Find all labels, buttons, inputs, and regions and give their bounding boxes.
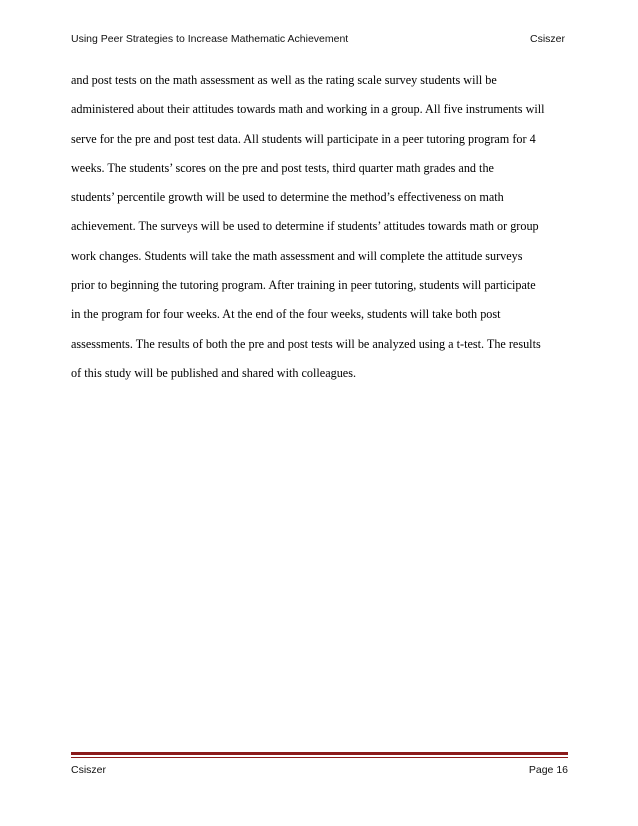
body-line: serve for the pre and post test data. All students will participate in a peer tutoring program for 4	[71, 131, 536, 146]
body-text	[71, 70, 565, 392]
page-header	[71, 33, 565, 49]
body-line: students’ percentile growth will be used to determine the method’s effectiveness on math	[71, 190, 504, 205]
footer-rule-thin	[71, 757, 568, 758]
body-line: and post tests on the math assessment as well as the rating scale survey students will be	[71, 73, 497, 87]
body-line: weeks. The students’ scores on the pre and post tests, third quarter math grades and the	[71, 160, 494, 175]
header-author: Csiszer	[529, 33, 565, 45]
footer-author: Csiszer	[71, 764, 107, 776]
body-line: assessments. The results of both the pre and post tests will be analyzed using a t-test. The results	[71, 336, 541, 351]
body-line: prior to beginning the tutoring program. After training in peer tutoring, students will participate	[71, 278, 536, 293]
body-line: work changes. Students will take the math assessment and will complete the attitude surveys	[71, 248, 523, 263]
header-title: Using Peer Strategies to Increase Mathematic Achievement	[71, 33, 349, 45]
page-footer	[71, 764, 568, 780]
body-line: of this study will be published and shared with colleagues.	[71, 365, 357, 380]
page-number: Page 16	[528, 764, 568, 776]
footer-rule-thick	[71, 752, 568, 755]
body-line: administered about their attitudes towards math and working in a group. All five instruments will	[71, 102, 545, 117]
body-line: in the program for four weeks. At the end of the four weeks, students will take both post	[71, 307, 501, 322]
body-line: achievement. The surveys will be used to determine if students’ attitudes towards math or group	[71, 219, 539, 234]
